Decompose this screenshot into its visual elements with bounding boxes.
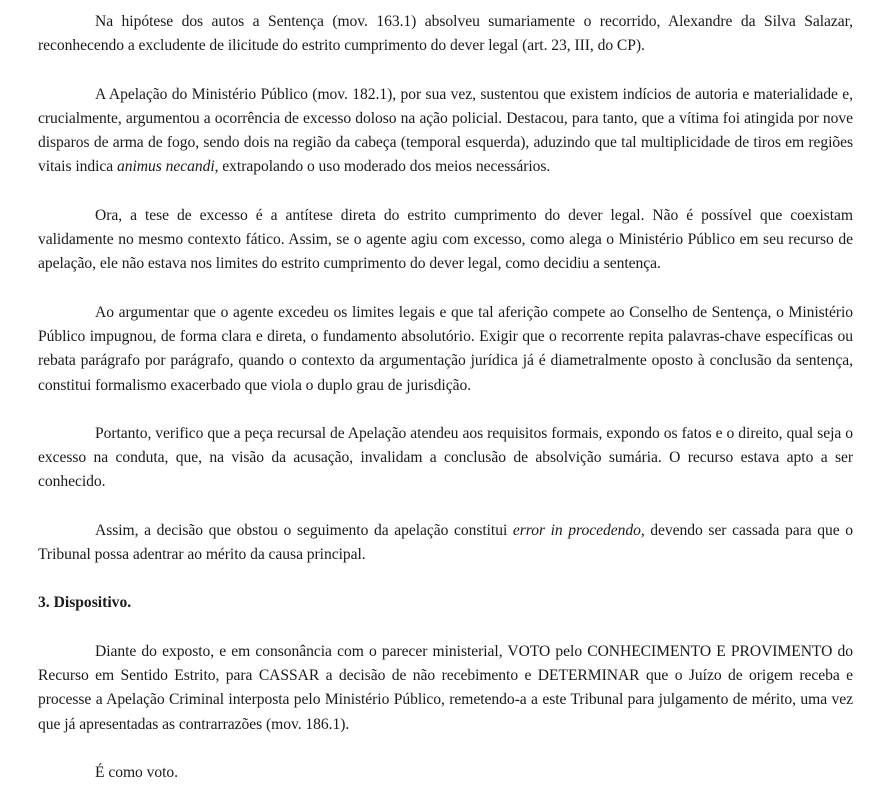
paragraph-apelacao-text-a: A Apelação do Ministério Público (mov. 182.1), por sua vez, sustentou que existem indícios de autoria e materialidade e, crucialmente, argumentou a ocorrência de excesso doloso na ação policial. Destacou, para tanto, que a vítima foi atingida por nove disparos de arma de fogo, sendo dois na região da cabeça (temporal esquerda), aduzindo que tal multiplicidade de tiros em regiões vitais indica	[38, 85, 853, 176]
paragraph-tese-excesso: Ora, a tese de excesso é a antítese direta do estrito cumprimento do dever legal. Não é possível que coexistam validamente no mesmo contexto fático. Assim, se o agente agiu com excesso, como alega o Ministério Público em seu recurso de apelação, ele não estava nos limites do estrito cumprimento do dever legal, como decidiu a sentença.	[38, 206, 853, 273]
paragraph-spacer	[38, 737, 853, 761]
latin-term-animus-necandi: animus necandi	[116, 158, 215, 176]
paragraph-sentenca: Na hipótese dos autos a Sentença (mov. 163.1) absolveu sumariamente o recorrido, Alexandre da Silva Salazar, reconhecendo a excludente de ilicitude do estrito cumprimento do dever legal (art. 23, III, do CP).	[38, 13, 853, 55]
paragraph-apelacao	[38, 83, 853, 180]
paragraph-error-text-a: Assim, a decisão que obstou o seguimento da apelação constitui	[95, 521, 513, 539]
paragraph-portanto: Portanto, verifico que a peça recursal de Apelação atendeu aos requisitos formais, expondo os fatos e o direito, qual seja o excesso na conduta, que, na visão da acusação, invalidam a conclusão de absolvição sumária. O recurso estava apto a ser conhecido.	[38, 424, 853, 491]
paragraph-spacer	[38, 277, 853, 301]
latin-term-error-in-procedendo: error in procedendo	[512, 521, 641, 539]
paragraph-e-como-voto: É como voto.	[95, 763, 178, 781]
paragraph-spacer	[38, 495, 853, 519]
paragraph-argumentacao: Ao argumentar que o agente excedeu os limites legais e que tal aferição compete ao Conselho de Sentença, o Ministério Público impugnou, de forma clara e direta, o fundamento absolutório. Exigir que o recorrente repita palavras-chave específicas ou rebata parágrafo por parágrafo, quando o contexto da argumentação jurídica já é diametralmente oposto à conclusão da sentença, constitui formalismo exacerbado que viola o duplo grau de jurisdição.	[38, 303, 853, 394]
paragraph-spacer	[38, 59, 853, 83]
paragraph-error-text-b: , devendo ser cassada para que o Tribunal possa adentrar ao mérito da causa principal.	[38, 521, 854, 564]
paragraph-error-in-procedendo	[38, 519, 853, 568]
paragraph-voto-decisao: Diante do exposto, e em consonância com o parecer ministerial, VOTO pelo CONHECIMENTO E PROVIMENTO do Recurso em Sentido Estrito, para CASSAR a decisão de não recebimento e DETERMINAR que o Juízo de origem receba e processe a Apelação Criminal interposta pelo Ministério Público, remetendo-a a este Tribunal para julgamento de mérito, uma vez que já apresentadas as contrarrazões (mov. 186.1).	[38, 642, 853, 733]
paragraph-spacer	[38, 567, 853, 591]
paragraph-spacer	[38, 180, 853, 204]
paragraph-spacer	[38, 616, 853, 640]
section-heading-dispositivo: 3. Dispositivo.	[38, 594, 132, 612]
paragraph-spacer	[38, 398, 853, 422]
paragraph-apelacao-text-b: , extrapolando o uso moderado dos meios necessários.	[214, 158, 551, 176]
